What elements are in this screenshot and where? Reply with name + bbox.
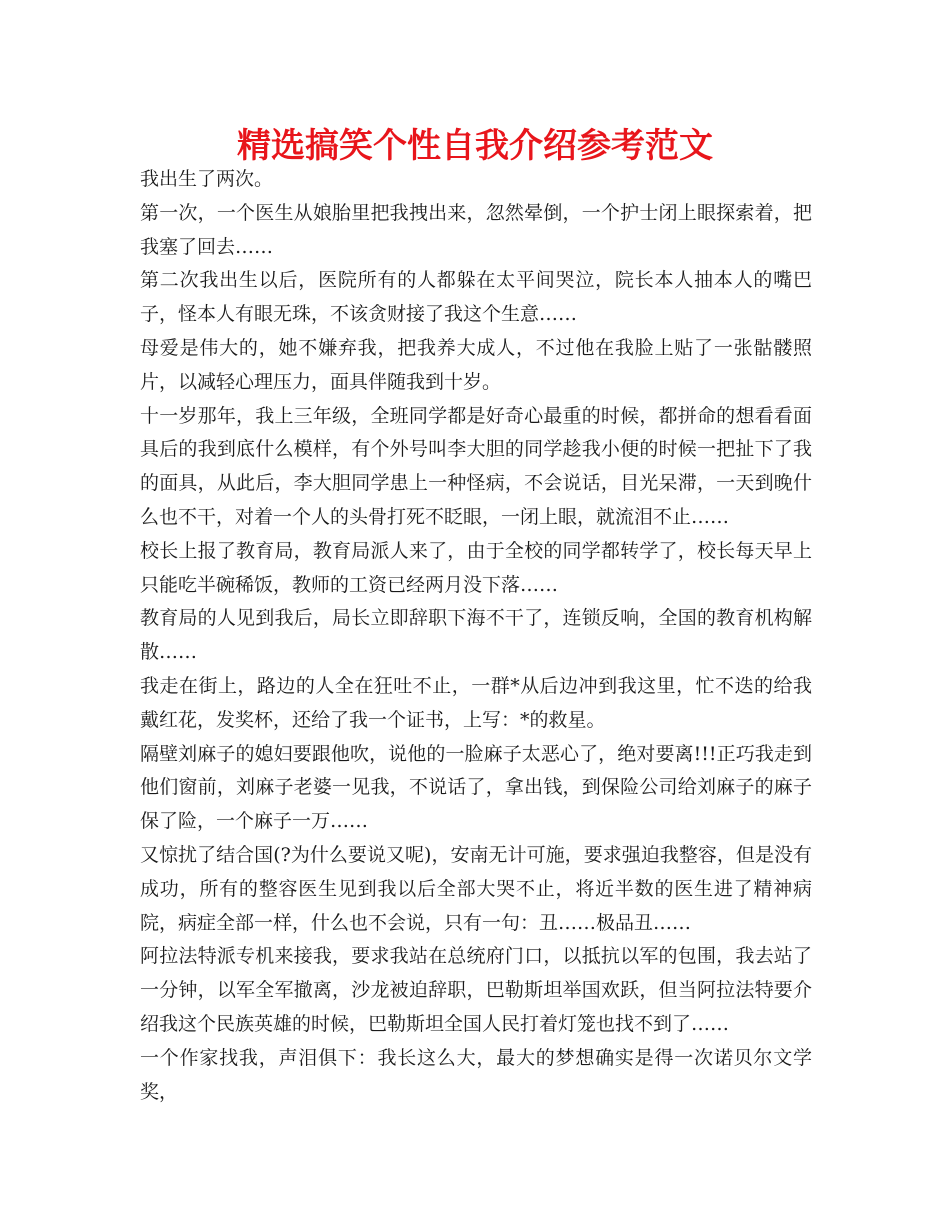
document-title: 精选搞笑个性自我介绍参考范文 xyxy=(237,126,713,166)
paragraph: 第二次我出生以后，医院所有的人都躲在太平间哭泣，院长本人抽本人的嘴巴子，怪本人有眼无珠，不该贪财接了我这个生意…… xyxy=(140,269,812,326)
document-body xyxy=(140,163,812,1109)
paragraph: 一个作家找我，声泪俱下：我长这么大，最大的梦想确实是得一次诺贝尔文学奖， xyxy=(140,1046,812,1103)
paragraph: 校长上报了教育局，教育局派人来了，由于全校的同学都转学了，校长每天早上只能吃半碗稀饭，教师的工资已经两月没下落…… xyxy=(140,539,812,596)
paragraph: 阿拉法特派专机来接我，要求我站在总统府门口，以抵抗以军的包围，我去站了一分钟，以军全军撤离，沙龙被迫辞职，巴勒斯坦举国欢跃，但当阿拉法特要介绍我这个民族英雄的时候，巴勒斯坦全国人民打着灯笼也找不到了…… xyxy=(140,945,812,1035)
paragraph: 母爱是伟大的，她不嫌弃我，把我养大成人，不过他在我脸上贴了一张骷髅照片，以减轻心理压力，面具伴随我到十岁。 xyxy=(140,336,812,393)
paragraph: 教育局的人见到我后，局长立即辞职下海不干了，连锁反响，全国的教育机构解散…… xyxy=(140,607,812,664)
paragraph: 隔壁刘麻子的媳妇要跟他吹，说他的一脸麻子太恶心了，绝对要离!!!正巧我走到他们窗前，刘麻子老婆一见我，不说话了，拿出钱，到保险公司给刘麻子的麻子保了险，一个麻子一万…… xyxy=(140,742,812,833)
paragraph: 我出生了两次。 xyxy=(140,168,274,190)
paragraph: 又惊扰了结合国(?为什么要说又呢)，安南无计可施，要求强迫我整容，但是没有成功，所有的整容医生见到我以后全部大哭不止，将近半数的医生进了精神病院，病症全部一样，什么也不会说，只有一句：丑……极品丑…… xyxy=(140,843,812,934)
paragraph: 十一岁那年，我上三年级，全班同学都是好奇心最重的时候，都拼命的想看看面具后的我到底什么模样，有个外号叫李大胆的同学趁我小便的时候一把扯下了我的面具，从此后，李大胆同学患上一种怪病，不会说话，目光呆滞，一天到晚什么也不干，对着一个人的头骨打死不眨眼，一闭上眼，就流泪不止…… xyxy=(140,404,812,528)
paragraph: 第一次，一个医生从娘胎里把我拽出来，忽然晕倒，一个护士闭上眼探索着，把我塞了回去…… xyxy=(140,201,812,258)
paragraph: 我走在街上，路边的人全在狂吐不止，一群*从后边冲到我这里，忙不迭的给我戴红花，发奖杯，还给了我一个证书，上写：*的救星。 xyxy=(140,674,812,731)
